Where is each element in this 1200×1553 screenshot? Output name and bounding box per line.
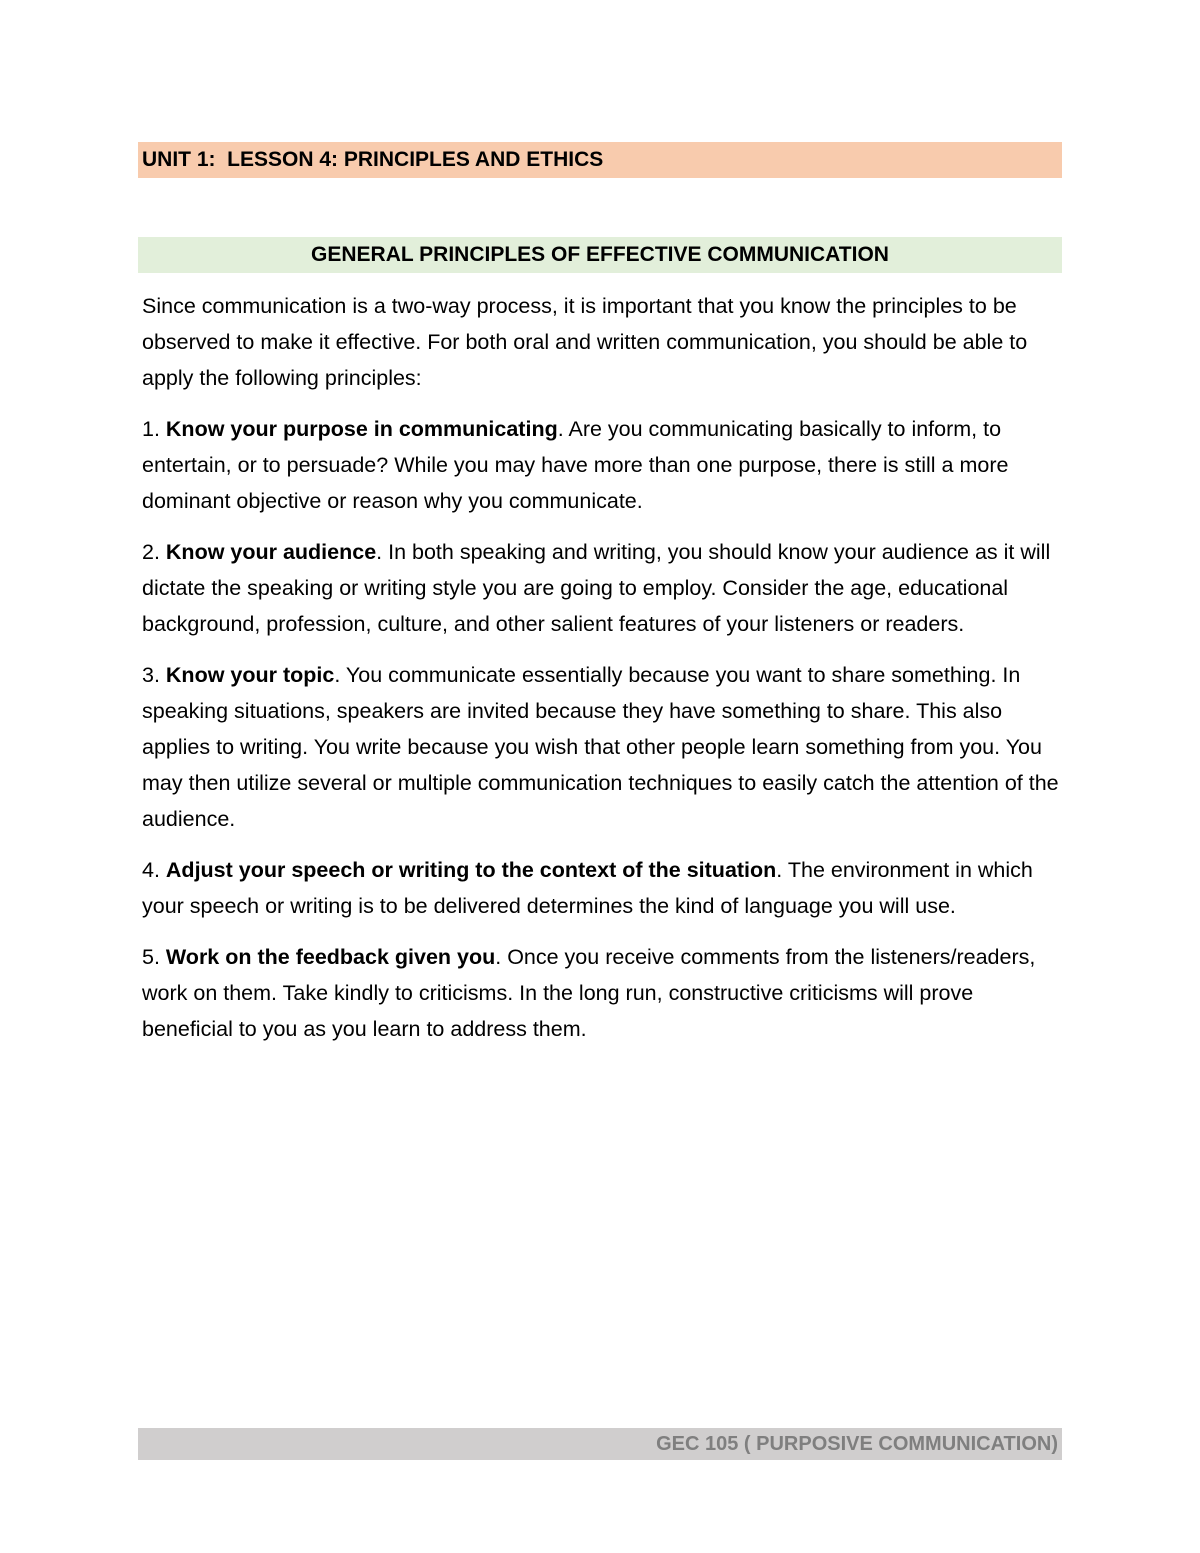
section-heading [138,237,1062,273]
principle-heading: Adjust your speech or writing to the context of the situation [165,858,777,882]
principle-heading: Work on the feedback given you [165,945,496,969]
principle-heading: Know your audience [165,540,377,564]
principle-number: 5. [142,945,166,969]
page-footer [138,1428,1062,1460]
section-heading-text: GENERAL PRINCIPLES OF EFFECTIVE COMMUNICATION [311,243,889,266]
principle-number: 1. [142,417,166,441]
principle-item-3 [142,657,1062,837]
principle-heading: Know your topic [165,663,335,687]
principle-number: 3. [142,663,166,687]
principle-text: . Are you communicating basically to inform, to entertain, or to persuade? While you may have more than one purpose, there is still a more dominant objective or reason why you communicate. [142,417,1009,513]
principle-text: . Once you receive comments from the listeners/readers, work on them. Take kindly to criticisms. In the long run, constructive criticisms will prove beneficial to you as you learn to address them. [142,945,1036,1041]
intro-paragraph: Since communication is a two-way process, it is important that you know the principles to be observed to make it effective. For both oral and written communication, you should be able to apply the following principles: [142,294,1028,390]
principle-heading: Know your purpose in communicating [165,417,558,441]
document-body [142,288,1062,1062]
principle-text: . The environment in which your speech or writing is to be delivered determines the kind of language you will use. [142,858,1033,918]
unit-lesson-title-text: UNIT 1: LESSON 4: PRINCIPLES AND ETHICS [142,148,604,171]
principle-text: . You communicate essentially because you want to share something. In speaking situations, speakers are invited because they have something to share. This also applies to writing. You write because you wish that other people learn something from you. You may then utilize several or multiple communication techniques to easily catch the attention of the audience. [142,663,1059,831]
principle-item-2 [142,534,1062,642]
principle-item-5 [142,939,1062,1047]
principle-item-1 [142,411,1062,519]
unit-lesson-title [138,142,1062,178]
course-name: GEC 105 ( PURPOSIVE COMMUNICATION) [656,1432,1058,1455]
principle-text: . In both speaking and writing, you should know your audience as it will dictate the speaking or writing style you are going to employ. Consider the age, educational background, profession, culture, and other salient features of your listeners or readers. [142,540,1051,636]
principle-number: 2. [142,540,166,564]
principle-number: 4. [142,858,166,882]
principle-item-4 [142,852,1062,924]
